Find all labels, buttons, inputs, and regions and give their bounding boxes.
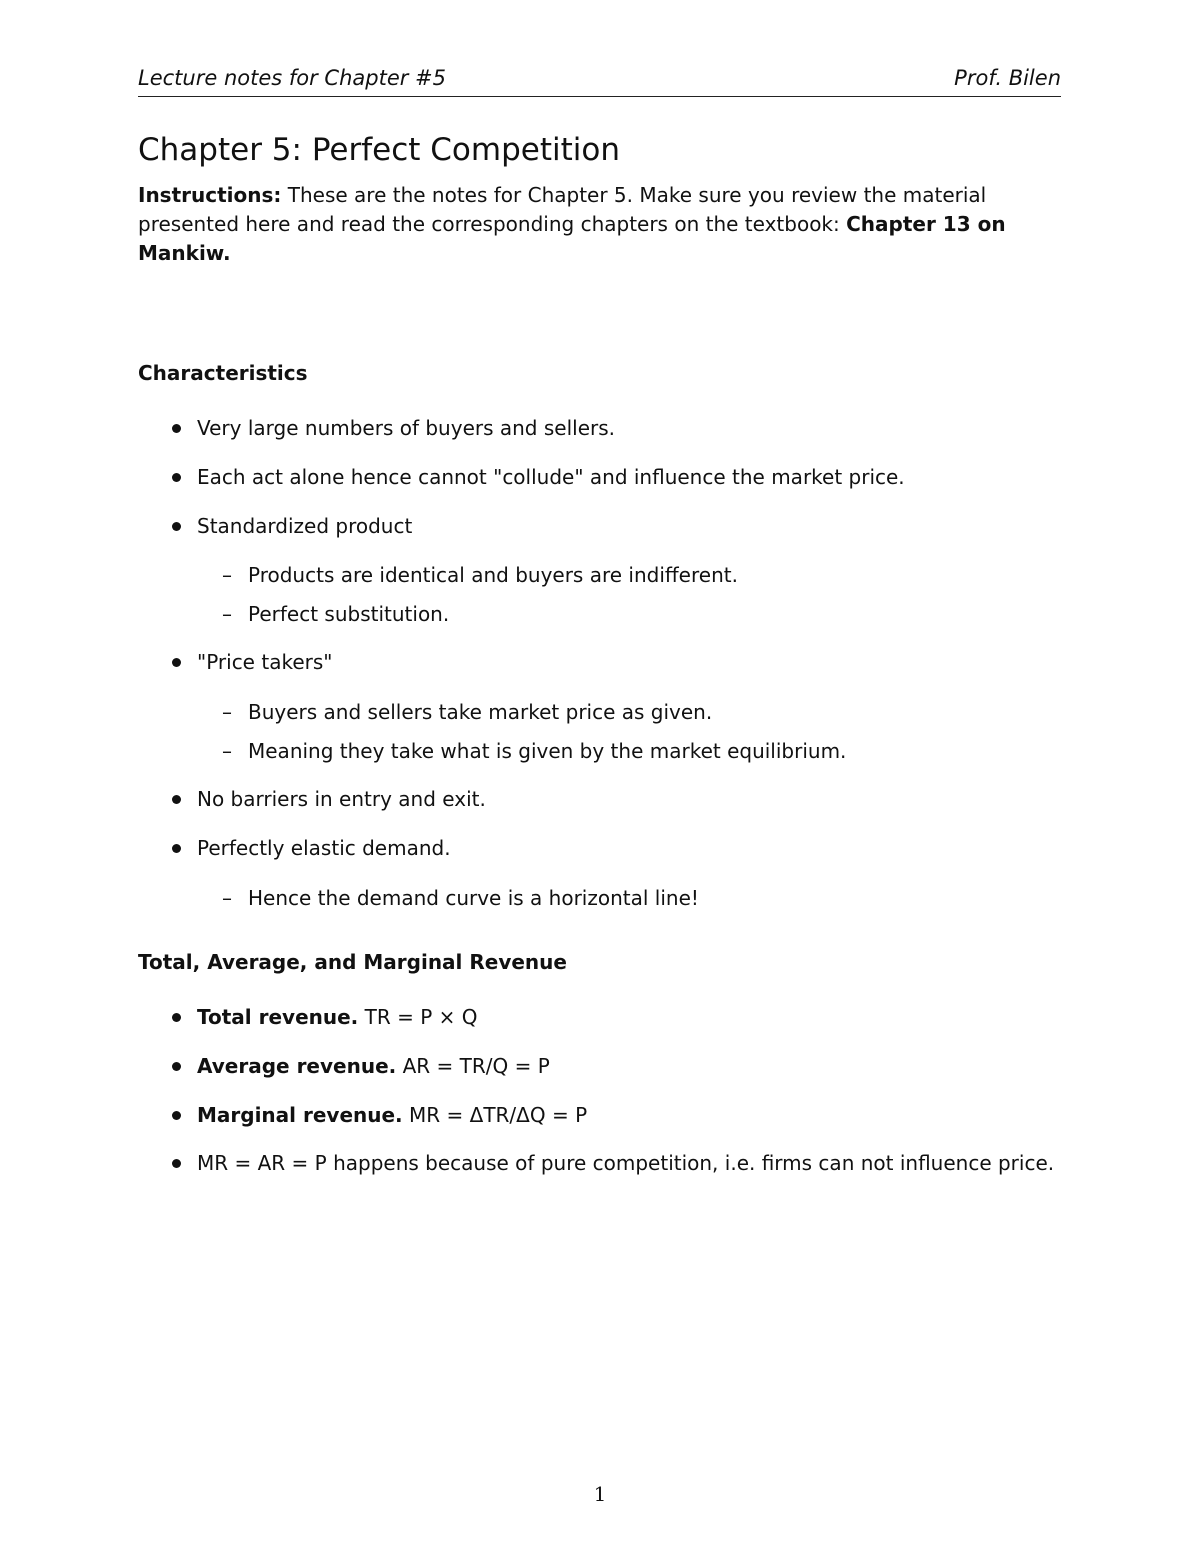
dash-icon: –: [222, 563, 232, 587]
sub-list-item-text: Products are identical and buyers are indifferent.: [248, 563, 738, 587]
list-item: [197, 836, 451, 860]
list-item-label: Average revenue.: [197, 1054, 397, 1078]
list-item-text: Each act alone hence cannot "collude" and influence the market price.: [197, 465, 905, 489]
bullet-icon: [172, 795, 181, 804]
sub-list-item: [222, 700, 713, 724]
list-item: [197, 514, 412, 538]
list-item-text: Perfectly elastic demand.: [197, 836, 451, 860]
list-item: [197, 1103, 587, 1127]
dash-icon: –: [222, 700, 232, 724]
sub-list-item: [222, 563, 738, 587]
list-item: [197, 787, 486, 811]
bullet-icon: [172, 424, 181, 433]
bullet-icon: [172, 658, 181, 667]
instructions-label: Instructions:: [138, 183, 282, 207]
list-item-text: Standardized product: [197, 514, 413, 538]
instructions-paragraph: [138, 181, 1068, 268]
list-item: [197, 650, 332, 674]
page-header: [138, 66, 1061, 97]
sub-list-item-text: Perfect substitution.: [248, 602, 450, 626]
dash-icon: –: [222, 886, 232, 910]
bullet-icon: [172, 1062, 181, 1071]
list-item: [197, 465, 905, 489]
list-item-text: "Price takers": [197, 650, 333, 674]
list-item-formula: MR = AR = P happens because of pure competition, i.e. firms can not influence price.: [197, 1151, 1055, 1175]
sub-list-item: [222, 602, 450, 626]
page-title: Chapter 5: Perfect Competition: [138, 132, 620, 168]
list-item-label: Marginal revenue.: [197, 1103, 403, 1127]
section-heading-revenue: Total, Average, and Marginal Revenue: [138, 950, 567, 974]
bullet-icon: [172, 1159, 181, 1168]
sub-list-item-text: Buyers and sellers take market price as given.: [248, 700, 713, 724]
header-left-text: Lecture notes for Chapter #5: [138, 66, 447, 90]
sub-list-item-text: Meaning they take what is given by the market equilibrium.: [248, 739, 847, 763]
page-number: 1: [593, 1482, 607, 1506]
sub-list-item-text: Hence the demand curve is a horizontal line!: [248, 886, 699, 910]
list-item-text: Very large numbers of buyers and sellers.: [197, 416, 615, 440]
list-item: [197, 1151, 1054, 1175]
list-item: [197, 416, 615, 440]
list-item-label: Total revenue.: [197, 1005, 359, 1029]
bullet-icon: [172, 1111, 181, 1120]
dash-icon: –: [222, 602, 232, 626]
list-item-formula: AR = TR/Q = P: [396, 1054, 550, 1078]
list-item: [197, 1005, 478, 1029]
list-item-formula: TR = P × Q: [358, 1005, 478, 1029]
list-item-text: No barriers in entry and exit.: [197, 787, 486, 811]
instructions-text: These are the notes for Chapter 5. Make sure you review the material presented here and read the corresponding chapters on the textbook:: [138, 183, 987, 236]
instructions-emphasis: Chapter 13 on Mankiw.: [138, 212, 1006, 265]
bullet-icon: [172, 473, 181, 482]
list-item: [197, 1054, 550, 1078]
bullet-icon: [172, 522, 181, 531]
dash-icon: –: [222, 739, 232, 763]
sub-list-item: [222, 739, 847, 763]
bullet-icon: [172, 844, 181, 853]
header-right-text: Prof. Bilen: [954, 66, 1061, 90]
section-heading-characteristics: Characteristics: [138, 361, 308, 385]
bullet-icon: [172, 1013, 181, 1022]
sub-list-item: [222, 886, 699, 910]
list-item-formula: MR = ΔTR/ΔQ = P: [402, 1103, 588, 1127]
